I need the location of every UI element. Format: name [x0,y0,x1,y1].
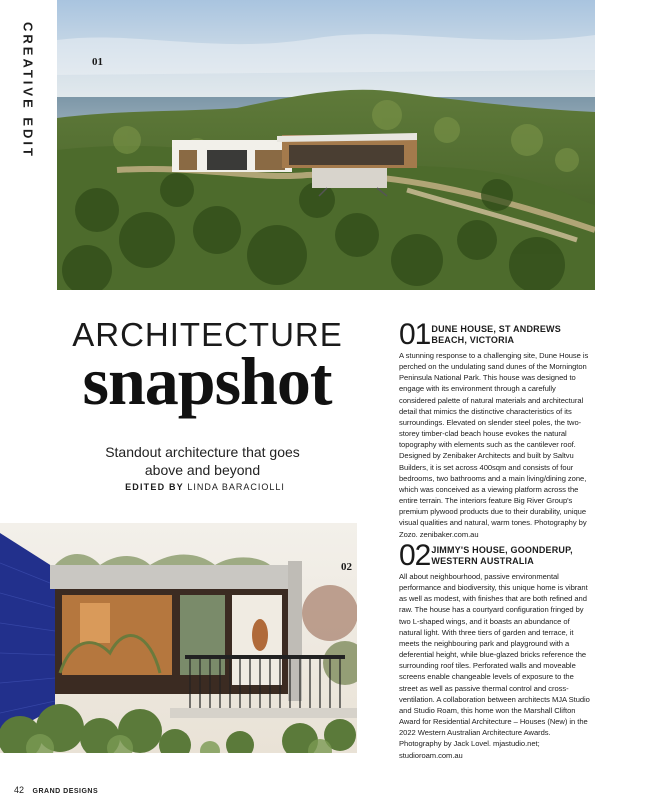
photo2-number: 02 [341,561,352,573]
jimmys-house-illustration [0,523,357,753]
standfirst: Standout architecture that goes above and beyond [105,444,300,478]
entry-01-number: 01 [399,318,431,351]
dune-house-illustration [57,0,595,290]
page-number: 42 [14,785,25,795]
entry-01-heading [399,318,593,351]
entry-02-heading [399,539,593,572]
section-label-text: CREATIVE EDIT [20,22,36,159]
entry-02 [399,539,593,761]
section-label [14,22,42,162]
credit-label: EDITED BY [125,482,184,492]
photo-jimmys-house [0,523,357,753]
entry-02-title: JIMMY'S HOUSE, GOONDERUP, WESTERN AUSTRALIA [431,545,573,566]
entry-01-title: DUNE HOUSE, ST ANDREWS BEACH, VICTORIA [431,324,561,345]
photo-dune-house [57,0,595,290]
entry-02-number: 02 [399,539,431,572]
photo1-number: 01 [92,56,103,68]
entry-01 [399,318,593,540]
credit-name: LINDA BARACIOLLI [187,482,285,492]
credit-line [80,482,330,492]
entry-01-body: A stunning response to a challenging site, Dune House is perched on the undulating sand dunes of the Mornington Peninsula National Park. This house was designed to engage with its environment through a carefully considered palette of natural materials and architectural detail that mimics the distinctive characteristics of its surroundings. Elevated on slender steel poles, the two-storey timber-clad beach house evokes the natural topography with elements such as the cantilever roof. Designed by Zenibaker Architects and built by Saltvu Builders, it is set across 400sqm and consists of four bedrooms, two bathrooms and a main living/dining zone, which was conceived as a viewing platform across the entire terrain. The interiors feature Big River Group's premium plywood products due to their durability, unique visual qualities and natural, warm tones. Photography by Zozo. zenibaker.com.au [399,351,589,539]
headline-kicker: ARCHITECTURE [72,316,343,353]
entry-02-body: All about neighbourhood, passive environmental performance and biodiversity, this unique home is vibrant as well as modest, with finishes that are both refined and raw. The house has a courtyard configuration fringed by two L-shaped wings, and it boasts an abundance of natural light. With three tiers of garden and terrace, it meets the neighbouring park and playground with a deferential height, while blue-glazed bricks reference the surrounding roof tiles. Perforated walls and moveable screens enable changeable levels of exposure to the street as well as passive thermal control and cross-ventilation. A collaboration between architects MJA Studio and Studio Roam, this home won the Marshall Clifton Award for Residential Architecture – Houses (New) in the 2022 Western Australian Architecture Awards. Photography by Jack Lovel. mjastudio.net; studioroam.com.au [399,572,590,760]
headline-title: snapshot [82,343,332,419]
magazine-name: GRAND DESIGNS [32,788,99,795]
folio [14,785,98,795]
